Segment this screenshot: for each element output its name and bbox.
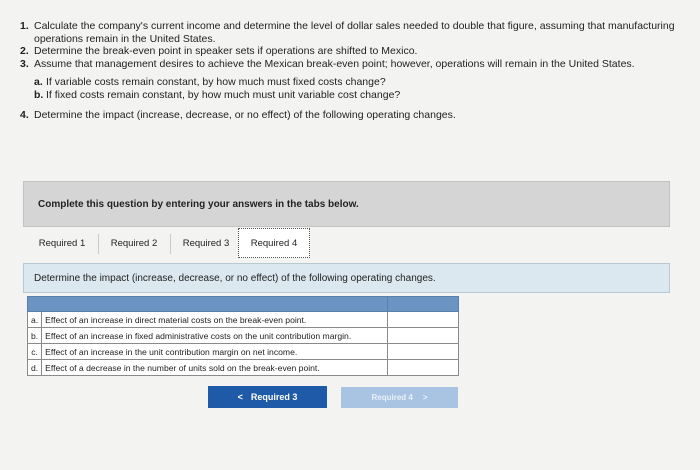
question-prompt: Determine the impact (increase, decrease, or no effect) of the following operating changes.: [23, 263, 670, 293]
tab-required-2[interactable]: Required 2: [110, 238, 158, 249]
instruction-sub-item-b: [34, 89, 692, 102]
next-button-label: Required 4: [371, 393, 413, 402]
sub-item-text: If variable costs remain constant, by how much must fixed costs change?: [46, 76, 386, 88]
instruction-number: 3.: [20, 57, 29, 70]
table-header-cell: [388, 297, 459, 312]
next-required-button[interactable]: [341, 387, 458, 408]
instruction-text: Determine the break-even point in speaker sets if operations are shifted to Mexico.: [34, 45, 418, 57]
instruction-text: Calculate the company's current income and determine the level of dollar sales needed to double that figure, assuming that manufacturing operations remain in the United States.: [34, 20, 675, 45]
table-row: [28, 344, 459, 360]
answer-input-d[interactable]: [388, 360, 459, 376]
answer-input-b[interactable]: [388, 328, 459, 344]
panel-header: Complete this question by entering your answers in the tabs below.: [23, 181, 670, 227]
previous-button-label: Required 3: [250, 392, 298, 402]
sub-item-letter: a.: [34, 76, 43, 88]
row-letter: c.: [28, 344, 42, 360]
impact-table: [27, 296, 459, 376]
row-letter: b.: [28, 328, 42, 344]
instruction-text: Determine the impact (increase, decrease, or no effect) of the following operating changes.: [34, 109, 456, 121]
previous-required-button[interactable]: [208, 386, 327, 408]
sub-item-letter: b.: [34, 88, 44, 101]
tab-required-1[interactable]: Required 1: [38, 238, 86, 249]
answer-input-c[interactable]: [388, 344, 459, 360]
table-row: [28, 328, 459, 344]
chevron-right-icon: >: [422, 393, 428, 402]
row-description: Effect of an increase in the unit contribution margin on net income.: [42, 344, 388, 360]
instruction-sub-list: [20, 76, 692, 101]
tab-required-3[interactable]: Required 3: [182, 238, 230, 249]
instruction-item-1: [20, 20, 692, 45]
tab-divider: [170, 234, 171, 254]
table-header-cell: [28, 297, 388, 312]
instructions: [20, 20, 692, 122]
tab-bar: [23, 226, 670, 262]
instruction-number: 2.: [20, 45, 29, 57]
row-description: Effect of an increase in fixed administrative costs on the unit contribution margin.: [42, 328, 388, 344]
table-header-row: [28, 297, 459, 312]
sub-item-text: If fixed costs remain constant, by how much must unit variable cost change?: [46, 88, 401, 101]
instruction-sub-item-a: [34, 76, 692, 89]
instruction-number: 4.: [20, 109, 29, 121]
row-description: Effect of an increase in direct material costs on the break-even point.: [42, 312, 388, 328]
table-row: [28, 360, 459, 376]
instruction-item-4: [20, 109, 692, 122]
instruction-item-3: [20, 58, 692, 71]
row-letter: a.: [28, 312, 42, 328]
chevron-left-icon: <: [237, 392, 243, 402]
tab-required-4[interactable]: Required 4: [238, 228, 310, 258]
row-description: Effect of a decrease in the number of units sold on the break-even point.: [42, 360, 388, 376]
instruction-item-2: [20, 45, 692, 58]
table-row: [28, 312, 459, 328]
row-letter: d.: [28, 360, 42, 376]
answer-input-a[interactable]: [388, 312, 459, 328]
instruction-text: Assume that management desires to achieve the Mexican break-even point; however, operations will remain in the United States.: [34, 57, 635, 70]
tab-divider: [98, 234, 99, 254]
instruction-number: 1.: [20, 20, 29, 32]
